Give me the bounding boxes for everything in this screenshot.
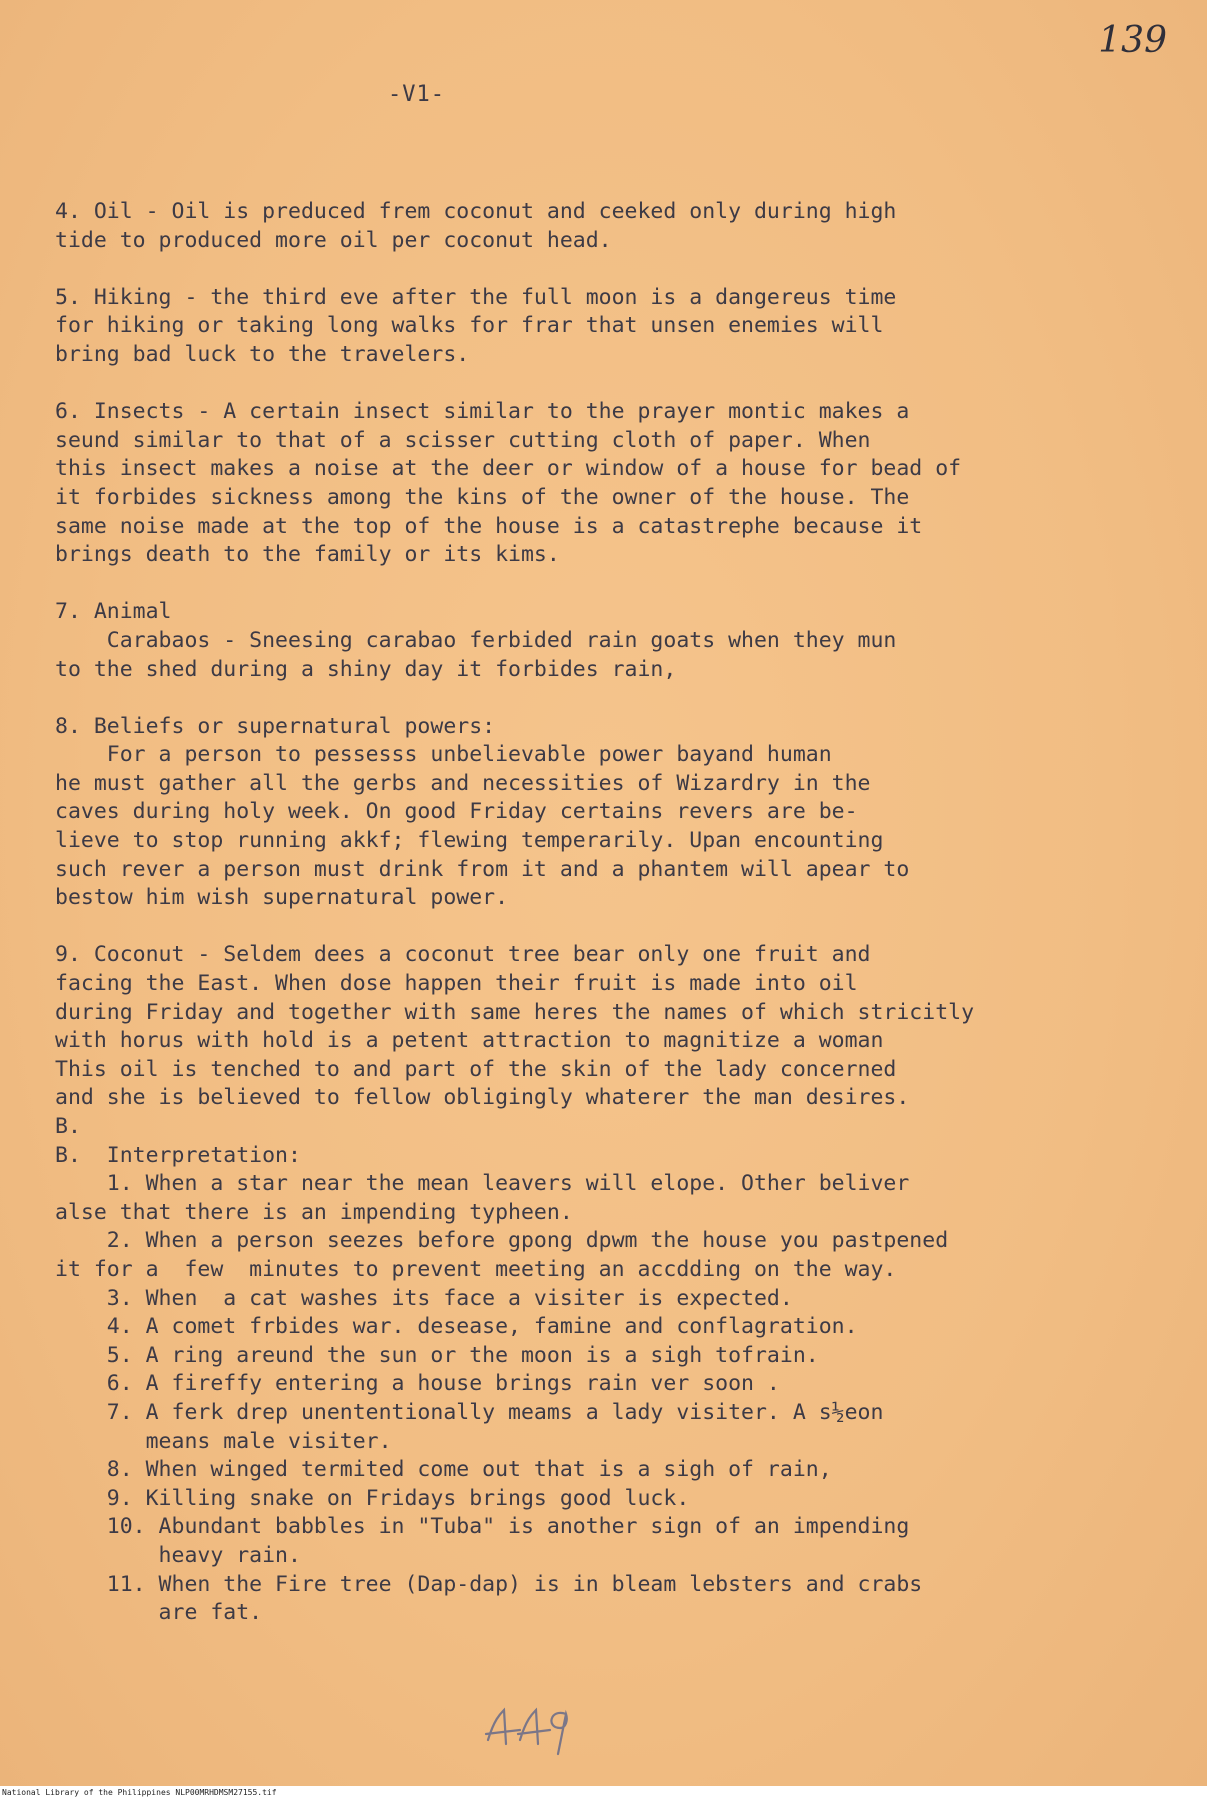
text-line <box>55 570 1175 599</box>
text-line: bestow him wish supernatural power. <box>55 885 509 911</box>
text-line: B. <box>55 1114 81 1139</box>
document-body <box>55 198 1175 1628</box>
text-line <box>55 255 1175 284</box>
text-line: 7. A ferk drep unententionally meams a lady visiter. A s½eon <box>55 1399 884 1425</box>
text-line: caves during holy week. On good Friday certains revers are be- <box>55 799 858 825</box>
text-line: 10. Abundant babbles in "Tuba" is another sign of an impending <box>55 1514 910 1540</box>
text-line: and she is believed to fellow obligingly whaterer the man desires. <box>55 1085 910 1111</box>
text-line: 11. When the Fire tree (Dap-dap) is in bleam lebsters and crabs <box>55 1571 923 1597</box>
scan-footer <box>0 1786 1207 1800</box>
text-line: 9. Coconut - Seldem dees a coconut tree bear only one fruit and <box>55 942 871 968</box>
text-line: alse that there is an impending typheen. <box>55 1199 573 1225</box>
text-line: such rever a person must drink from it and a phantem will apear to <box>55 856 910 882</box>
text-line <box>55 370 1175 399</box>
text-line: heavy rain. <box>55 1542 301 1568</box>
text-line: 5. A ring areund the sun or the moon is a sigh tofrain. <box>55 1342 819 1368</box>
text-line: it forbides sickness among the kins of the owner of the house. The <box>55 484 910 510</box>
text-line: tide to produced more oil per coconut head. <box>55 227 612 253</box>
text-line: bring bad luck to the travelers. <box>55 341 470 367</box>
text-line: 1. When a star near the mean leavers will elope. Other beliver <box>55 1171 910 1197</box>
text-line: means male visiter. <box>55 1428 392 1454</box>
text-line: with horus with hold is a petent attraction to magnitize a woman <box>55 1028 884 1054</box>
text-line: to the shed during a shiny day it forbides rain, <box>55 656 677 682</box>
text-line: 7. Animal <box>55 599 172 625</box>
text-line: 6. Insects - A certain insect similar to the prayer montic makes a <box>55 399 910 425</box>
text-line: for hiking or taking long walks for frar that unsen enemies will <box>55 313 884 339</box>
text-line: he must gather all the gerbs and necessities of Wizardry in the <box>55 770 871 796</box>
text-line: seund similar to that of a scisser cutting cloth of paper. When <box>55 427 871 453</box>
text-line: brings death to the family or its kims. <box>55 542 560 568</box>
text-line: For a person to pessesss unbelievable power bayand human <box>55 742 832 768</box>
text-line: are fat. <box>55 1600 263 1626</box>
page-number: 139 <box>1098 20 1167 61</box>
text-line: same noise made at the top of the house is a catastrephe because it <box>55 513 923 539</box>
text-line: this insect makes a noise at the deer or window of a house for bead of <box>55 456 962 482</box>
text-line <box>55 913 1175 942</box>
text-line: This oil is tenched to and part of the skin of the lady concerned <box>55 1056 897 1082</box>
text-line: 6. A fireffy entering a house brings rain ver soon . <box>55 1371 780 1397</box>
text-line: 3. When a cat washes its face a visiter is expected. <box>55 1285 793 1311</box>
text-line: 9. Killing snake on Fridays brings good luck. <box>55 1485 690 1511</box>
text-line: 8. When winged termited come out that is a sigh of rain, <box>55 1457 832 1483</box>
text-line: 5. Hiking - the third eve after the full moon is a dangereus time <box>55 284 897 310</box>
text-line: facing the East. When dose happen their fruit is made into oil <box>55 971 858 997</box>
text-line: 4. Oil - Oil is preduced frem coconut and ceeked only during high <box>55 199 897 224</box>
text-line <box>55 684 1175 713</box>
text-line: 8. Beliefs or supernatural powers: <box>55 713 496 739</box>
footer-text: National Library of the Philippines NLP00MRHDMSM27155.tif <box>2 1788 277 1797</box>
text-line: 2. When a person seezes before gpong dpwm the house you pastpened <box>55 1228 949 1254</box>
text-line: during Friday and together with same heres the names of which stricitly <box>55 999 975 1025</box>
text-line: Carabaos - Sneesing carabao ferbided rain goats when they mun <box>55 627 897 653</box>
text-line: lieve to stop running akkf; flewing temperarily. Upan encounting <box>55 828 884 854</box>
text-line: 4. A comet frbides war. desease, famine and conflagration. <box>55 1314 858 1340</box>
page-heading: -V1- <box>388 82 445 107</box>
handwritten-folio-mark <box>480 1700 570 1760</box>
text-line: it for a few minutes to prevent meeting an accdding on the way. <box>55 1256 897 1282</box>
text-line: B. Interpretation: <box>55 1142 301 1168</box>
